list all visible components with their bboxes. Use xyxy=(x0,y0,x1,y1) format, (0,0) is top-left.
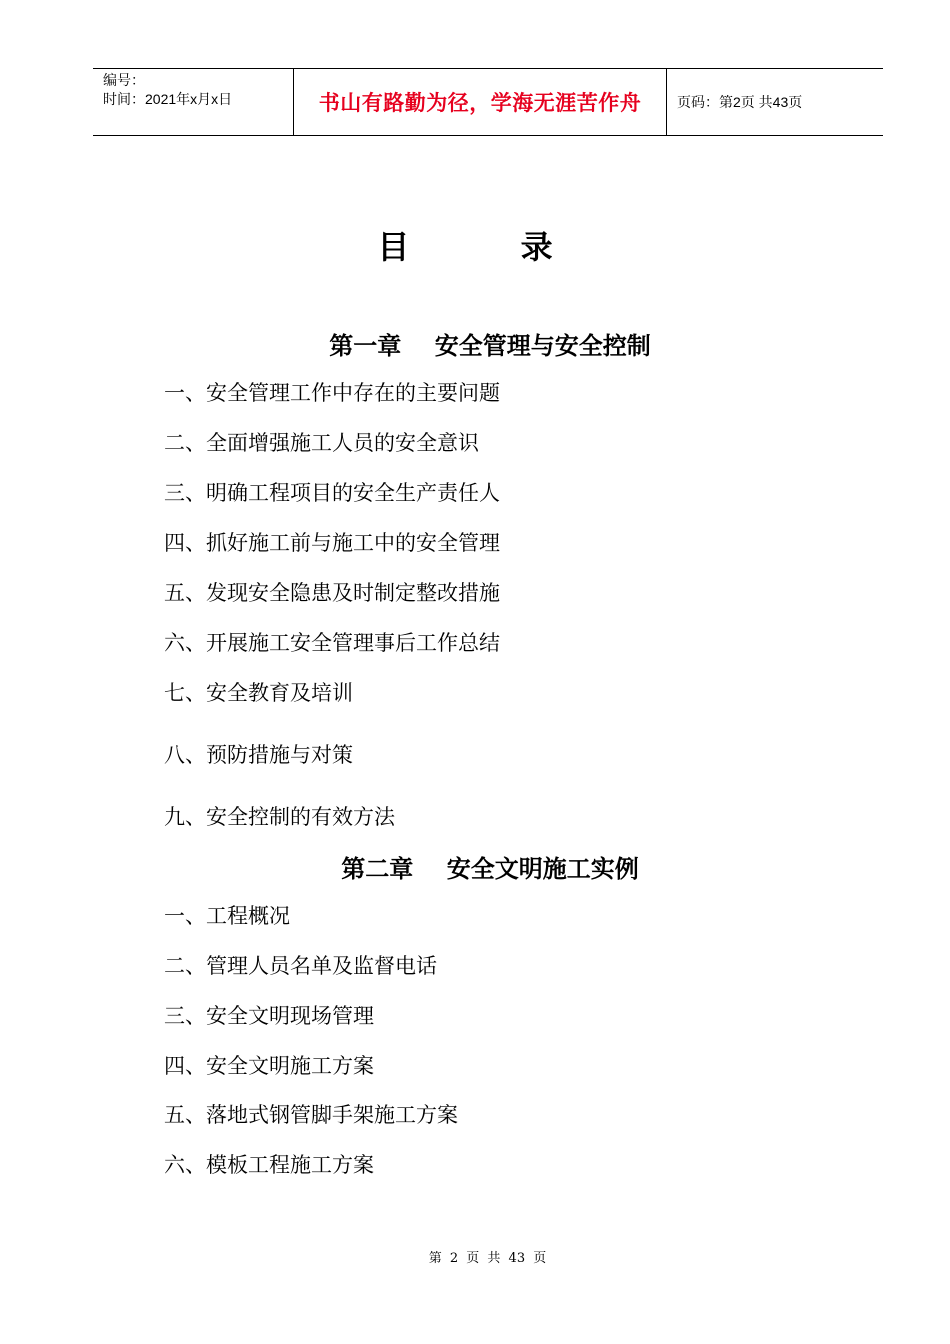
toc-item: 九、安全控制的有效方法 xyxy=(164,805,395,829)
toc-item: 四、抓好施工前与施工中的安全管理 xyxy=(164,531,500,555)
toc-item: 五、落地式钢管脚手架施工方案 xyxy=(164,1103,458,1127)
header-motto-cell xyxy=(294,69,667,135)
toc-item: 八、预防措施与对策 xyxy=(164,743,353,767)
toc-item: 一、工程概况 xyxy=(164,904,290,928)
toc-title: 目 录 xyxy=(377,228,603,266)
page-footer: 第 2 页 共 43 页 xyxy=(428,1251,547,1266)
header-meta-cell xyxy=(93,69,294,135)
motto-text: 书山有路勤为径，学海无涯苦作舟 xyxy=(318,90,642,115)
toc-item: 二、管理人员名单及监督电话 xyxy=(164,954,437,978)
chapter-1-title: 第一章 安全管理与安全控制 xyxy=(329,332,651,360)
toc-item: 三、安全文明现场管理 xyxy=(164,1004,374,1028)
serial-number-label: 编号： xyxy=(103,72,145,88)
time-label: 时间：2021年x月x日 xyxy=(103,91,233,107)
header-page-cell xyxy=(667,69,883,135)
toc-item: 二、全面增强施工人员的安全意识 xyxy=(164,431,479,455)
toc-item: 三、明确工程项目的安全生产责任人 xyxy=(164,481,500,505)
toc-item: 一、安全管理工作中存在的主要问题 xyxy=(164,381,500,405)
toc-item: 四、安全文明施工方案 xyxy=(164,1054,374,1078)
toc-item: 五、发现安全隐患及时制定整改措施 xyxy=(164,581,500,605)
toc-item: 七、安全教育及培训 xyxy=(164,681,353,705)
page-number-label: 页码：第2页 共43页 xyxy=(677,94,803,110)
toc-item: 六、开展施工安全管理事后工作总结 xyxy=(164,631,500,655)
toc-item: 六、模板工程施工方案 xyxy=(164,1153,374,1177)
chapter-2-title: 第二章 安全文明施工实例 xyxy=(341,855,639,883)
document-header xyxy=(93,68,883,136)
